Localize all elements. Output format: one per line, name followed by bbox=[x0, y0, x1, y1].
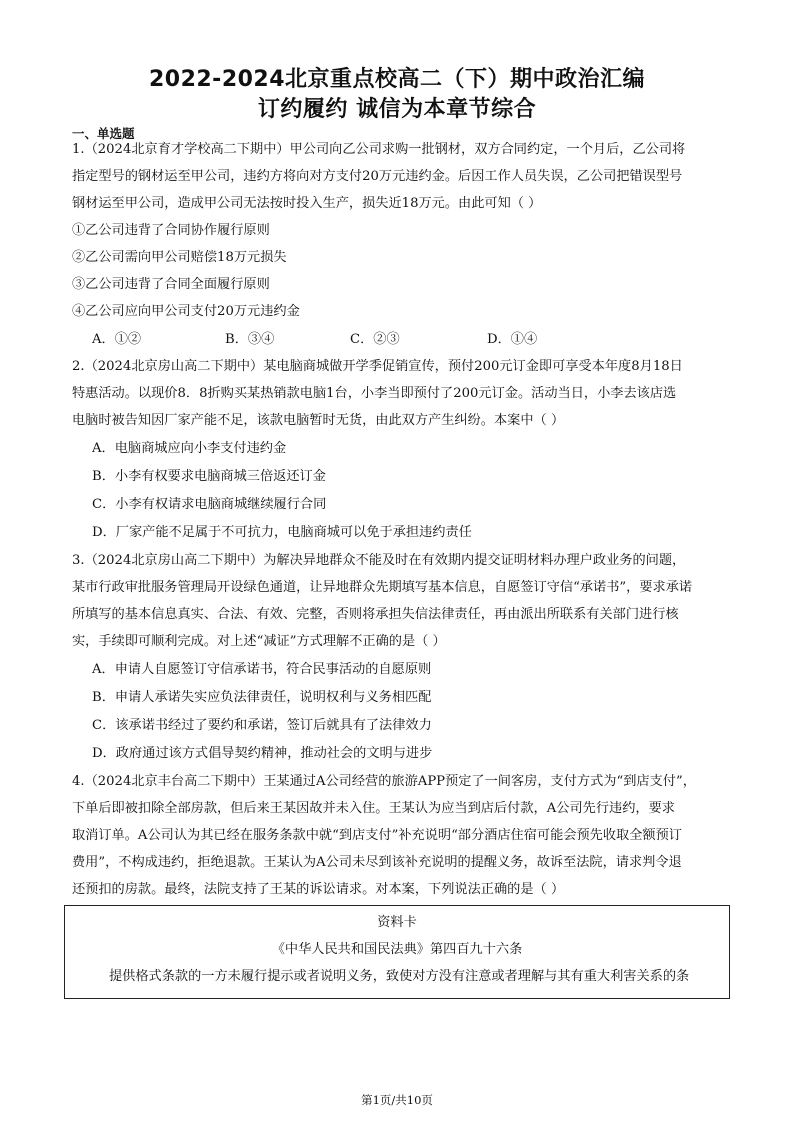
document-title: 2022-2024北京重点校高二（下）期中政治汇编 bbox=[148, 67, 646, 92]
material-card-text: 提供格式条款的一方未履行提示或者说明义务，致使对方没有注意或者理解与其有重大利害关系的条 bbox=[109, 969, 690, 984]
question-3-option-d[interactable]: D．政府通过该方式倡导契约精神，推动社会的文明与进步 bbox=[92, 746, 433, 761]
question-2-option-d[interactable]: D．厂家产能不足属于不可抗力，电脑商城可以免于承担违约责任 bbox=[92, 525, 472, 540]
question-1-statement-4: ④乙公司应向甲公司支付20万元违约金 bbox=[72, 304, 300, 319]
question-1-statement-1: ①乙公司违背了合同协作履行原则 bbox=[72, 223, 270, 238]
question-4-line-2: 下单后即被扣除全部房款，但后来王某因故并未入住。王某认为应当到店后付款，A公司先行违约，要求 bbox=[72, 801, 675, 816]
question-3-option-a[interactable]: A．申请人自愿签订守信承诺书，符合民事活动的自愿原则 bbox=[92, 662, 432, 677]
material-card-heading: 资料卡 bbox=[377, 915, 417, 930]
question-1-option-d[interactable]: D．①④ bbox=[487, 332, 538, 347]
material-card-source: 《中华人民共和国民法典》第四百九十六条 bbox=[271, 942, 523, 957]
question-2-line-3: 电脑时被告知因厂家产能不足，该款电脑暂时无货，由此双方产生纠纷。本案中（ ） bbox=[72, 413, 565, 428]
page-number: 第1页/共10页 bbox=[361, 1093, 433, 1107]
question-4-line-3: 取消订单。A公司认为其已经在服务条款中就“到店支付”补充说明“部分酒店住宿可能会预先收取全额预订 bbox=[72, 828, 682, 843]
document-subtitle: 订约履约 诚信为本章节综合 bbox=[257, 97, 537, 122]
question-2-line-1: 2.（2024北京房山高二下期中）某电脑商城做开学季促销宣传，预付200元订金即可享受本年度8月18日 bbox=[72, 359, 683, 374]
material-card bbox=[64, 905, 730, 999]
question-1-option-b[interactable]: B．③④ bbox=[225, 332, 275, 347]
question-2-option-c[interactable]: C．小李有权请求电脑商城继续履行合同 bbox=[92, 497, 327, 512]
question-1-option-c[interactable]: C．②③ bbox=[350, 332, 400, 347]
question-1-line-2: 指定型号的钢材运至甲公司，违约方将向对方支付20万元违约金。后因工作人员失误，乙公司把错误型号 bbox=[72, 169, 683, 184]
question-4-line-5: 还预扣的房款。最终，法院支持了王某的诉讼请求。对本案，下列说法正确的是（ ） bbox=[72, 882, 565, 897]
question-2-line-2: 特惠活动。以现价8．8折购买某热销款电脑1台，小李当即预付了200元订金。活动当日，小李去该店选 bbox=[72, 386, 677, 401]
question-1-line-3: 钢材运至甲公司，造成甲公司无法按时投入生产，损失近18万元。由此可知（ ） bbox=[72, 196, 542, 211]
question-1-line-1: 1.（2024北京育才学校高二下期中）甲公司向乙公司求购一批钢材，双方合同约定，一个月后，乙公司将 bbox=[72, 142, 686, 157]
question-3-line-2: 某市行政审批服务管理局开设绿色通道，让异地群众先期填写基本信息，自愿签订守信“承诺书”，要求承诺 bbox=[72, 580, 693, 595]
question-3-line-4: 实，手续即可顺利完成。对上述“减证”方式理解不正确的是（ ） bbox=[72, 634, 446, 649]
question-3-line-1: 3.（2024北京房山高二下期中）为解决异地群众不能及时在有效期内提交证明材料办理户政业务的问题， bbox=[72, 553, 686, 568]
question-1-statement-2: ②乙公司需向甲公司赔偿18万元损失 bbox=[72, 250, 287, 265]
question-4-line-4: 费用”，不构成违约，拒绝退款。王某认为A公司未尽到该补充说明的提醒义务，故诉至法院，请求判令退 bbox=[72, 855, 682, 870]
question-1-statement-3: ③乙公司违背了合同全面履行原则 bbox=[72, 277, 270, 292]
section-heading: 一、单选题 bbox=[72, 126, 135, 141]
question-1-options bbox=[92, 331, 732, 349]
question-1-option-a[interactable]: A．①② bbox=[92, 332, 142, 347]
question-2-option-b[interactable]: B．小李有权要求电脑商城三倍返还订金 bbox=[92, 469, 326, 484]
question-2-option-a[interactable]: A．电脑商城应向小李支付违约金 bbox=[92, 441, 287, 456]
question-4-line-1: 4.（2024北京丰台高二下期中）王某通过A公司经营的旅游APP预定了一间客房，支付方式为“到店支付”， bbox=[72, 774, 696, 789]
question-3-option-c[interactable]: C．该承诺书经过了要约和承诺，签订后就具有了法律效力 bbox=[92, 718, 432, 733]
question-3-option-b[interactable]: B．申请人承诺失实应负法律责任，说明权利与义务相匹配 bbox=[92, 690, 432, 705]
question-3-line-3: 所填写的基本信息真实、合法、有效、完整，否则将承担失信法律责任，再由派出所联系有关部门进行核 bbox=[72, 607, 679, 622]
